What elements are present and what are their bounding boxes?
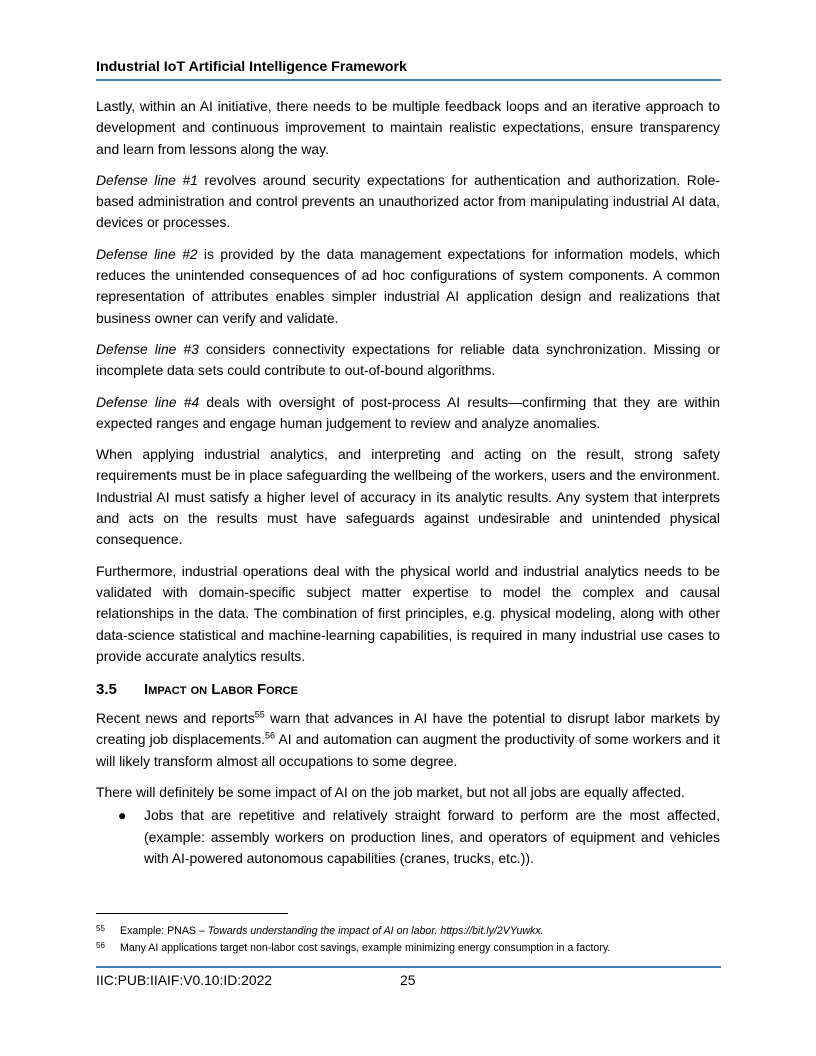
- defense-line-label: Defense line #4: [96, 393, 200, 410]
- paragraph-physical-world: Furthermore, industrial operations deal with the physical world and industrial analytics needs to be validated with domain-specific subject matter expertise to model the complex and causal relationships in the data. The combination of first principles, e.g. physical modeling, along with other data-science statistical and machine-learning capabilities, is required in many industrial use cases to provide accurate analytics results.: [96, 562, 720, 664]
- defense-line-label: Defense line #2: [96, 245, 198, 262]
- section-number: 3.5: [96, 681, 117, 699]
- footnote-number: 56: [96, 941, 105, 950]
- defense-line-label: Defense line #3: [96, 340, 199, 357]
- footer-document-id: IIC:PUB:IIAIF:V0.10:ID:2022: [96, 972, 273, 988]
- section-title: Impact on Labor Force: [144, 681, 298, 699]
- running-header-title: Industrial IoT Artificial Intelligence Framework: [96, 59, 407, 75]
- footnote-55: 55 Example: PNAS – Towards understanding the impact of AI on labor. https://bit.ly/2VYuwkx.: [96, 923, 736, 940]
- paragraph-news-reports: Recent news and reports$^{55}$ warn that advances in AI have the potential to disrupt labor markets by creating job displacements.$^{56}$ AI and automation can augment the productivity of some workers and it will likely transform almost all occupations to some degree.: [96, 709, 721, 769]
- footnote-ref-55[interactable]: 55: [254, 709, 265, 720]
- header-rule: [96, 79, 721, 81]
- footnotes: [96, 923, 736, 957]
- list-item: ● Jobs that are repetitive and relatively straight forward to perform are the most affected, (example: assembly workers on production lines, and operators of equipment and vehicles with AI-powered autonomous capabilities (cranes, trucks, etc.)).: [118, 807, 720, 866]
- paragraph-defense-line-1: Defense line #1 revolves around security expectations for authentication and authorization. Role-based administration and control prevents an unauthorized actor from manipulating industrial AI data, devices or processes.: [96, 171, 720, 231]
- page-number: 25: [400, 972, 416, 988]
- paragraph-feedback-loops: Lastly, within an AI initiative, there needs to be multiple feedback loops and an iterative approach to development and continuous improvement to maintain realistic expectations, ensure transparency and learn from lessons along the way.: [96, 98, 720, 157]
- body-content: [96, 96, 720, 869]
- paragraph-defense-line-2: Defense line #2 is provided by the data management expectations for information models, which reduces the unintended consequences of ad hoc configurations of system components. A common representation of attributes enables simpler industrial AI application design and realizations that business owner can verify and validate.: [96, 245, 721, 326]
- bullet-list: [96, 805, 720, 869]
- paragraph-defense-line-4: Defense line #4 deals with oversight of post-process AI results—confirming that they are within expected ranges and engage human judgement to review and analyze anomalies.: [96, 393, 721, 431]
- footnote-number: 55: [96, 924, 105, 933]
- section-heading: [96, 681, 720, 698]
- paragraph-defense-line-3: Defense line #3 considers connectivity expectations for reliable data synchronization. Missing or incomplete data sets could contribute to out-of-bound algorithms.: [96, 340, 720, 379]
- footer-rule: [96, 966, 721, 968]
- bullet-icon: ●: [118, 807, 127, 824]
- footnote-link[interactable]: Towards understanding the impact of AI on labor. https://bit.ly/2VYuwkx.: [207, 925, 544, 937]
- footnote-56: 56 Many AI applications target non-labor cost savings, example minimizing energy consumption in a factory.: [96, 940, 736, 957]
- footnote-rule: [96, 913, 288, 914]
- defense-line-label: Defense line #1: [96, 171, 198, 188]
- paragraph-job-market: There will definitely be some impact of AI on the job market, but not all jobs are equally affected.: [96, 784, 685, 801]
- footnote-ref-56[interactable]: 56: [265, 730, 276, 741]
- paragraph-safety: When applying industrial analytics, and interpreting and acting on the result, strong safety requirements must be in place safeguarding the wellbeing of the workers, users and the environment. Industrial AI must satisfy a higher level of accuracy in its analytic results. Any system that interprets and acts on the results must have safeguards against undesirable and unintended physical consequence.: [96, 446, 720, 548]
